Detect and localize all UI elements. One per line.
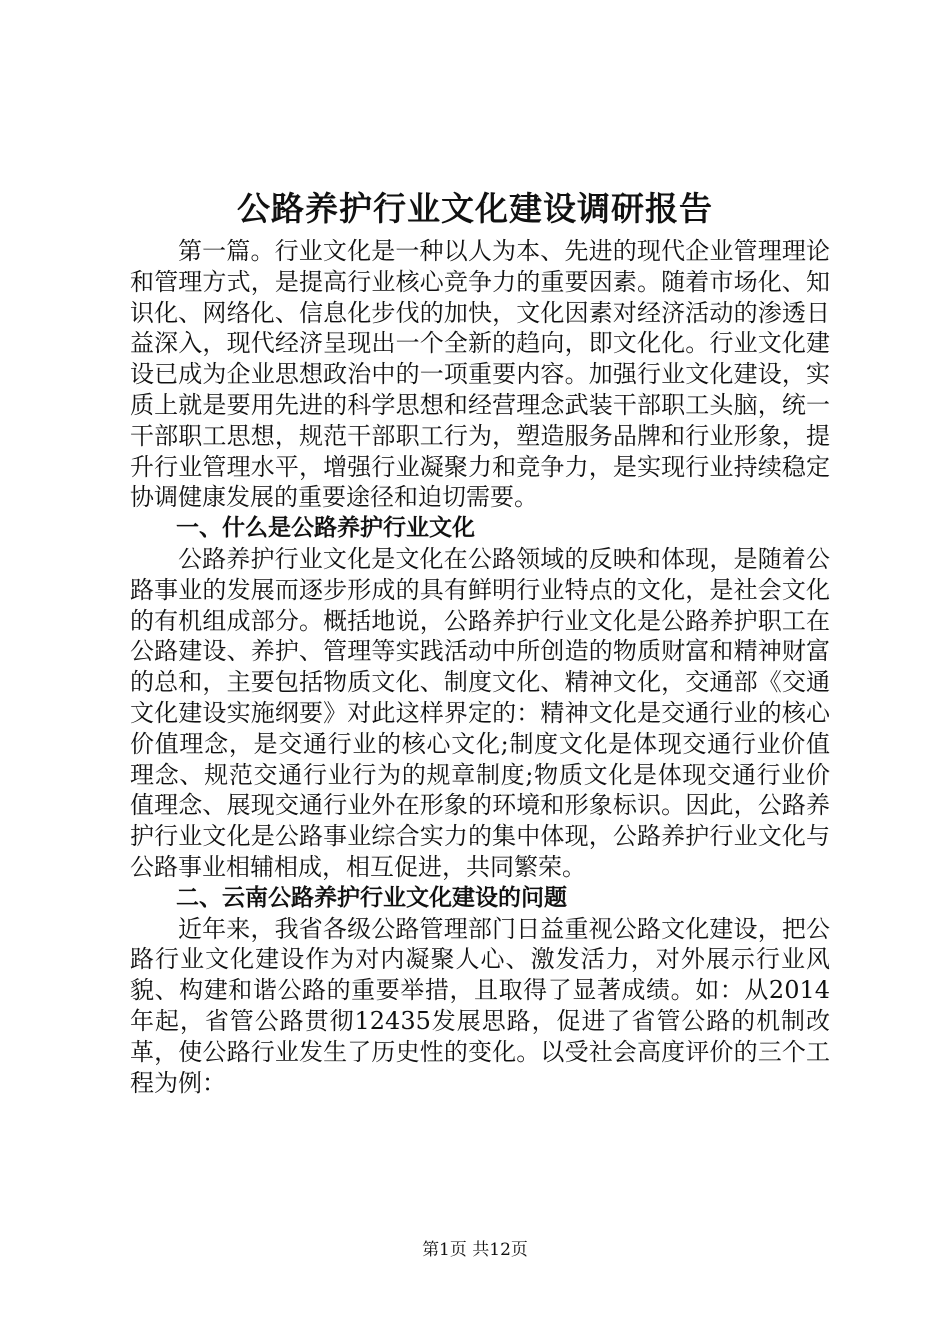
document-title: 公路养护行业文化建设调研报告	[237, 189, 713, 228]
page-footer: 第1页 共12页	[422, 1240, 528, 1260]
section-heading-1: 一、什么是公路养护行业文化	[176, 515, 475, 542]
section-1-paragraph: 公路养护行业文化是文化在公路领域的反映和体现，是随着公路事业的发展而逐步形成的具有鲜明行业特点的文化，是社会文化的有机组成部分。概括地说，公路养护行业文化是公路养护职工在公路建设、养护、管理等实践活动中所创造的物质财富和精神财富的总和，主要包括物质文化、制度文化、精神文化，交通部《交通文化建设实施纲要》对此这样界定的：精神文化是交通行业的核心价值理念，是交通行业的核心文化;制度文化是体现交通行业价值理念、规范交通行业行为的规章制度;物质文化是体现交通行业价值理念、展现交通行业外在形象的环境和形象标识。因此，公路养护行业文化是公路事业综合实力的集中体现，公路养护行业文化与公路事业相辅相成，相互促进，共同繁荣。	[130, 544, 830, 881]
intro-paragraph: 第一篇。行业文化是一种以人为本、先进的现代企业管理理论和管理方式，是提高行业核心竞争力的重要因素。随着市场化、知识化、网络化、信息化步伐的加快，文化因素对经济活动的渗透日益深入，现代经济呈现出一个全新的趋向，即文化化。行业文化建设已成为企业思想政治中的一项重要内容。加强行业文化建设，实质上就是要用先进的科学思想和经营理念武装干部职工头脑，统一干部职工思想，规范干部职工行为，塑造服务品牌和行业形象，提升行业管理水平，增强行业凝聚力和竞争力，是实现行业持续稳定协调健康发展的重要途径和迫切需要。	[130, 237, 830, 512]
section-heading-2: 二、云南公路养护行业文化建设的问题	[176, 884, 567, 911]
section-2-paragraph: 近年来，我省各级公路管理部门日益重视公路文化建设，把公路行业文化建设作为对内凝聚人心、激发活力，对外展示行业风貌、构建和谐公路的重要举措，且取得了显著成绩。如：从2014年起，省管公路贯彻12435发展思路，促进了省管公路的机制改革，使公路行业发生了历史性的变化。以受社会高度评价的三个工程为例：	[130, 914, 830, 1097]
document-body	[130, 236, 830, 1098]
